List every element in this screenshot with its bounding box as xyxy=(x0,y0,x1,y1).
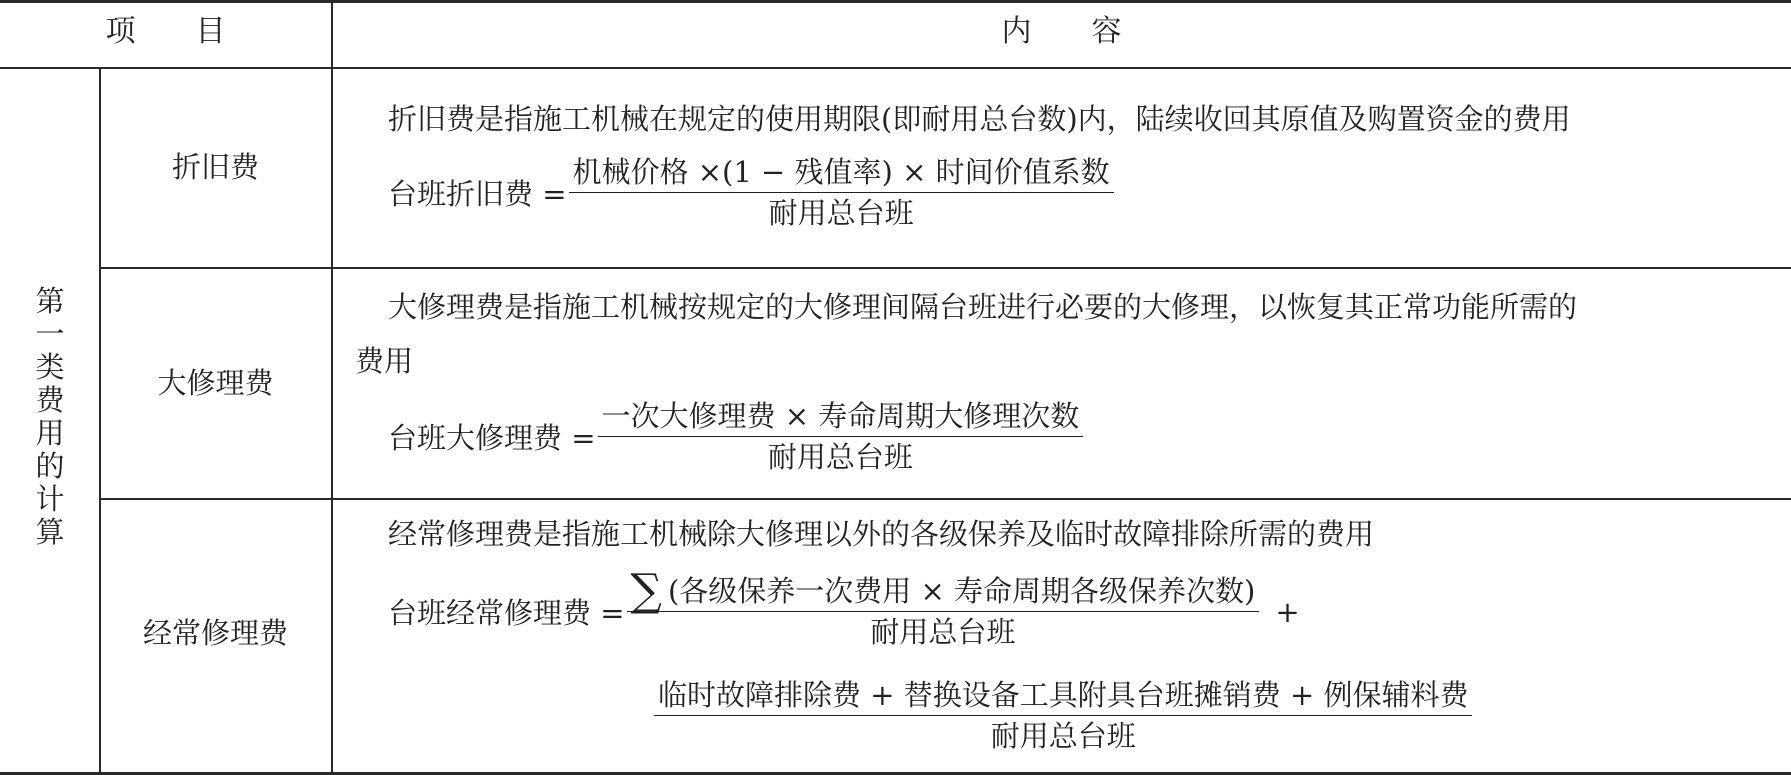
sigma-symbol: ∑ xyxy=(630,565,662,616)
row-description-depreciation: 折旧费是指施工机械在规定的使用期限(即耐用总台数)内，陆续收回其原值及购置资金的费用 xyxy=(388,102,1571,136)
formula-label: 台班经常修理费 = xyxy=(388,596,625,630)
header-content: 内 容 xyxy=(1001,14,1122,49)
header-item: 项 目 xyxy=(105,14,226,49)
fraction-numerator: 临时故障排除费 + 替换设备工具附具台班摊销费 + 例保辅料费 xyxy=(658,678,1469,712)
fraction-denominator: 耐用总台班 xyxy=(654,715,1472,753)
formula-depreciation xyxy=(388,155,1112,230)
fraction xyxy=(629,565,1258,649)
fraction xyxy=(600,399,1082,474)
numerator-text: (各级保养一次费用 × 寿命周期各级保养次数) xyxy=(667,574,1256,608)
header-bottom-rule xyxy=(0,67,1791,69)
table-top-rule xyxy=(0,0,1791,3)
row2-bottom-rule xyxy=(99,498,1791,500)
fraction-numerator: 一次大修理费 × 寿命周期大修理次数 xyxy=(601,399,1080,433)
row-description-routine-repair: 经常修理费是指施工机械除大修理以外的各级保养及临时故障排除所需的费用 xyxy=(388,517,1375,551)
formula-routine-repair-part2 xyxy=(652,678,1470,753)
formula-routine-repair-part1 xyxy=(388,565,1300,649)
group-label: 第一类费用的计算 xyxy=(35,284,65,549)
formula-overhaul xyxy=(388,399,1081,474)
fraction-denominator: 耐用总台班 xyxy=(627,611,1260,649)
fraction-denominator: 耐用总台班 xyxy=(598,436,1084,474)
item-content-divider xyxy=(331,0,333,775)
fraction-denominator: 耐用总台班 xyxy=(569,192,1114,230)
fraction xyxy=(571,155,1112,230)
row-description-overhaul-line2: 费用 xyxy=(355,344,414,378)
row-description-overhaul-line1: 大修理费是指施工机械按规定的大修理间隔台班进行必要的大修理，以恢复其正常功能所需的 xyxy=(388,290,1578,324)
row-item-overhaul: 大修理费 xyxy=(157,366,274,400)
row1-bottom-rule xyxy=(99,267,1791,269)
formula-label: 台班大修理费 = xyxy=(388,421,596,455)
plus-sign: + xyxy=(1275,594,1300,629)
fraction xyxy=(656,678,1470,753)
formula-label: 台班折旧费 = xyxy=(388,177,567,211)
row-item-depreciation: 折旧费 xyxy=(171,150,259,184)
row-item-routine-repair: 经常修理费 xyxy=(142,616,288,650)
fraction-numerator xyxy=(629,565,1258,616)
fraction-numerator: 机械价格 ×(1 − 残值率) × 时间价值系数 xyxy=(572,155,1110,189)
